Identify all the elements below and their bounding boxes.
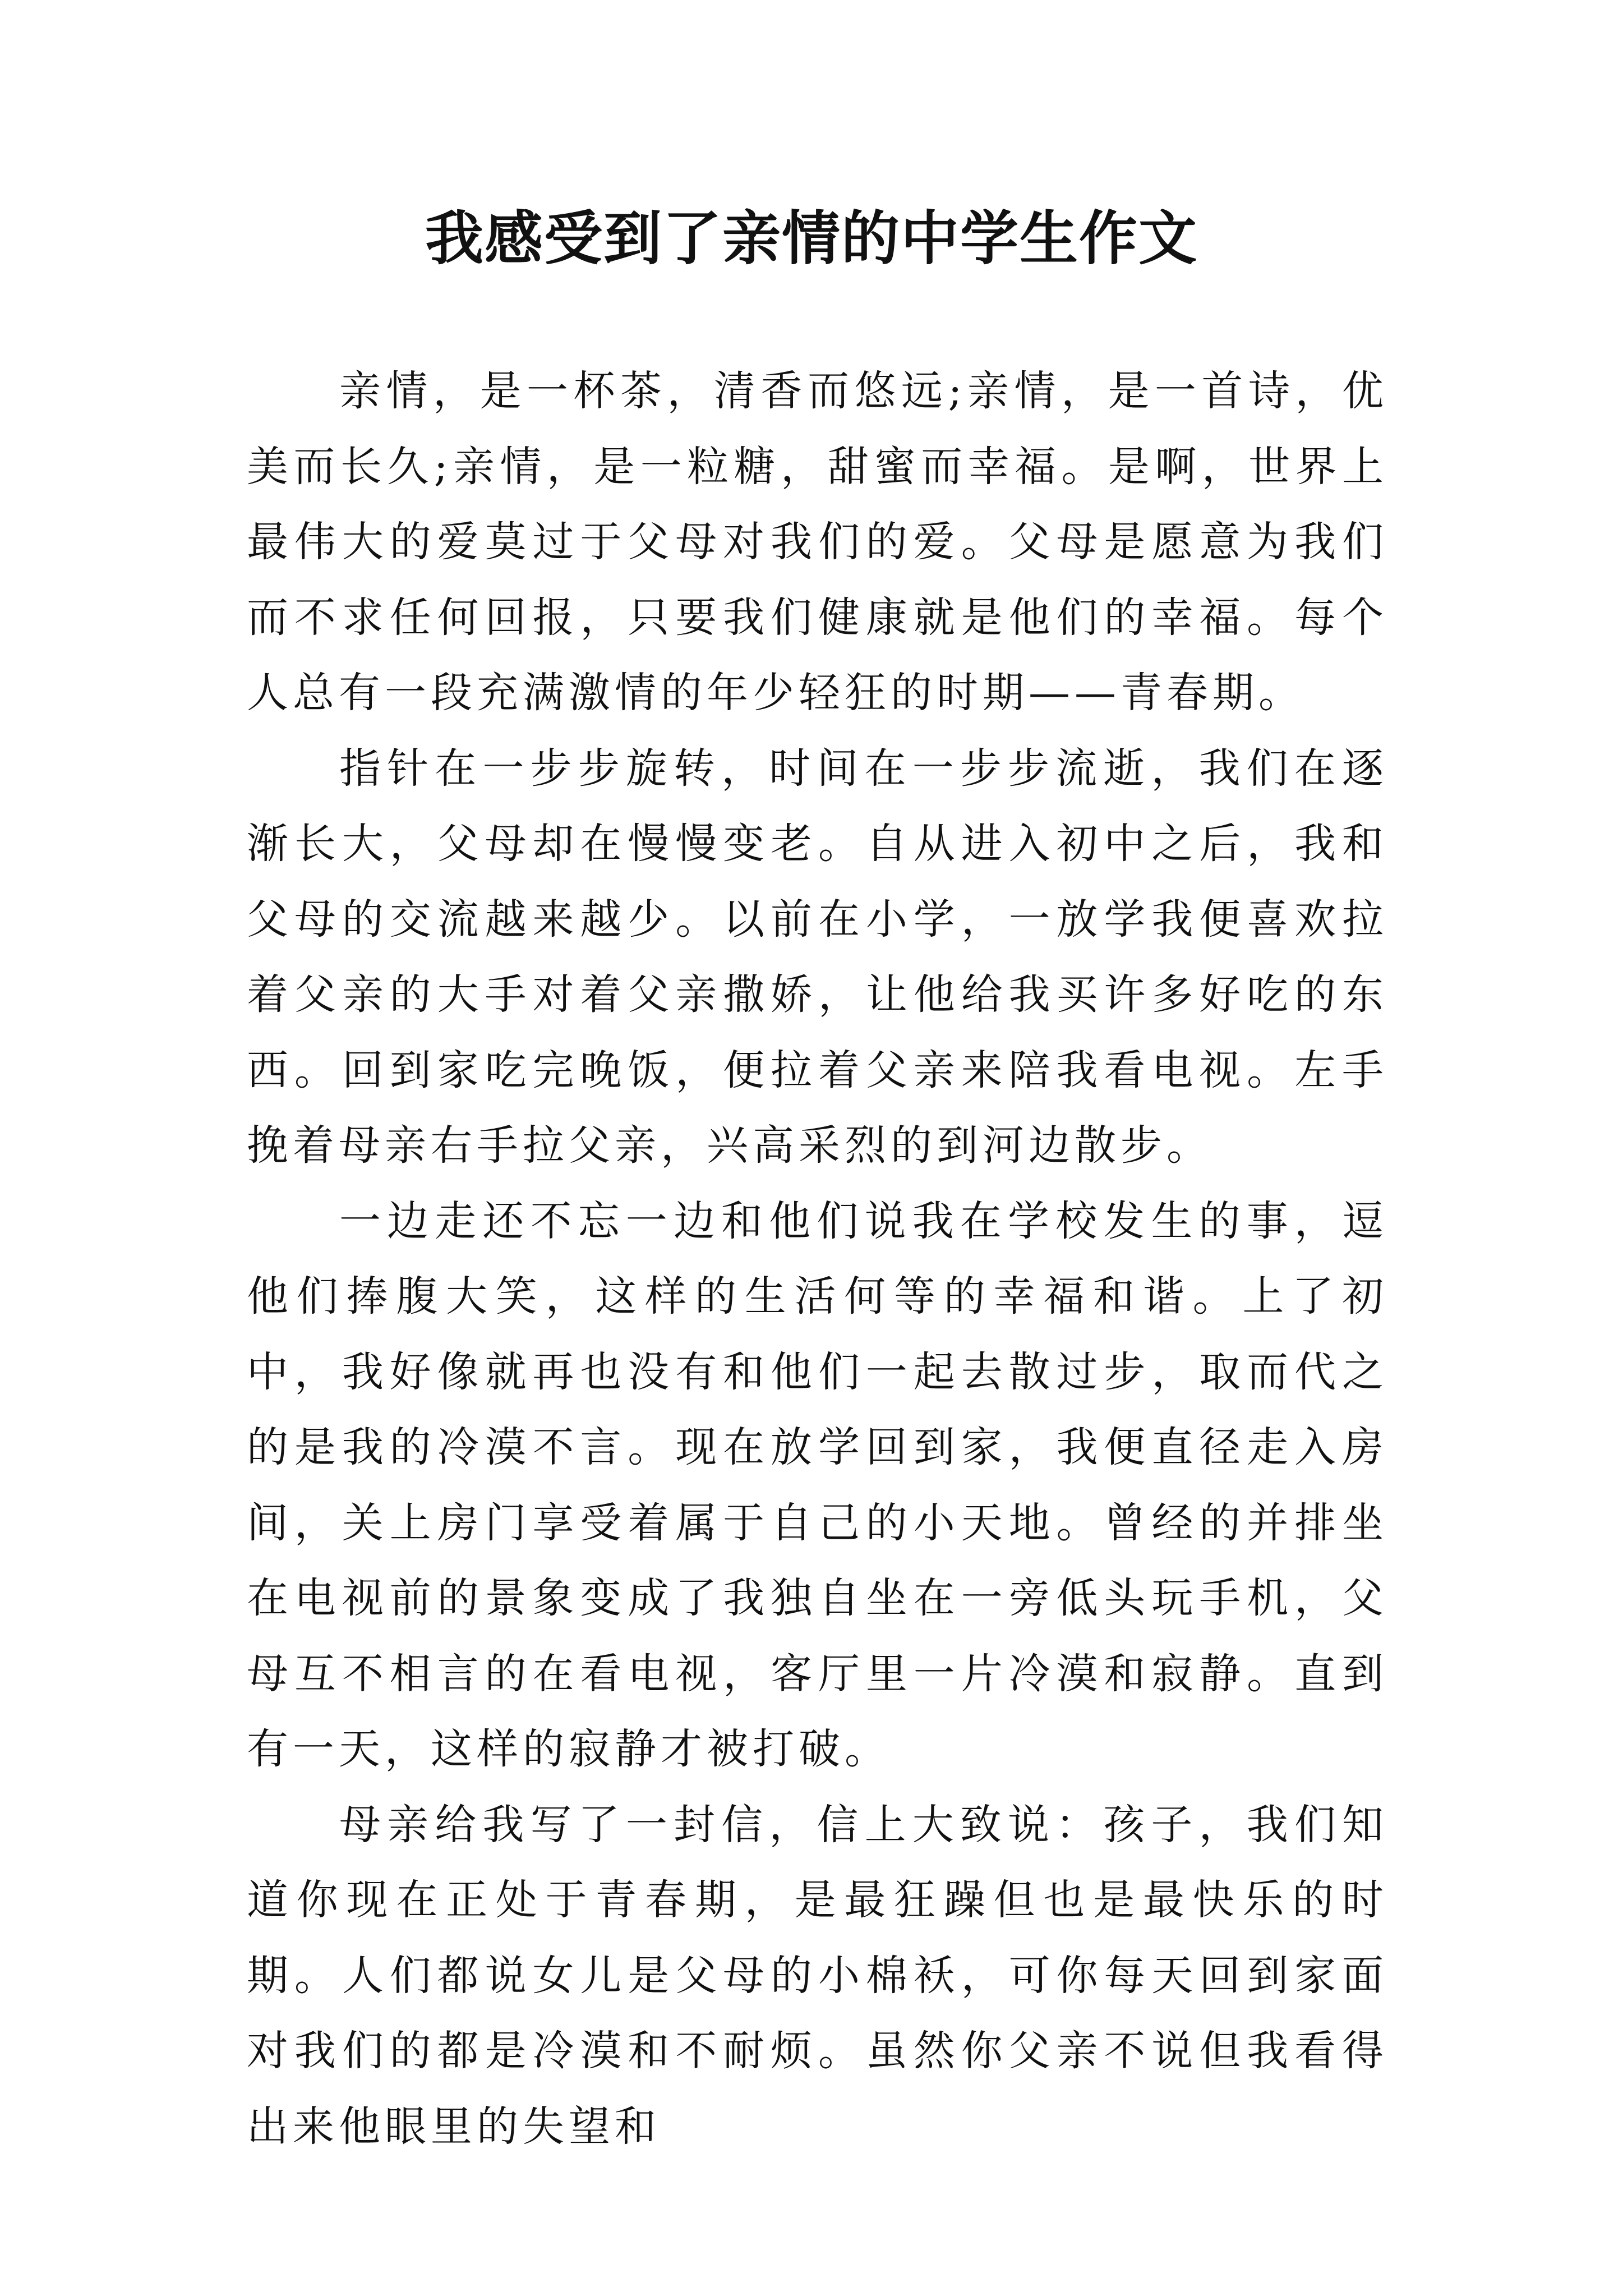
paragraph-3: 一边走还不忘一边和他们说我在学校发生的事，逗他们捧腹大笑，这样的生活何等的幸福和谐。上了初中，我好像就再也没有和他们一起去散过步，取而代之的是我的冷漠不言。现在放学回到家，我便直径走入房间，关上房门享受着属于自己的小天地。曾经的并排坐在电视前的景象变成了我独自坐在一旁低头玩手机，父母互不相言的在看电视，客厅里一片冷漠和寂静。直到有一天，这样的寂静才被打破。 — [247, 1197, 1388, 1773]
document-title: 我感受到了亲情的中学生作文 — [425, 204, 1198, 273]
paragraph-1: 亲情，是一杯茶，清香而悠远;亲情，是一首诗，优美而长久;亲情，是一粒糖，甜蜜而幸福。是啊，世界上最伟大的爱莫过于父母对我们的爱。父母是愿意为我们而不求任何回报，只要我们健康就是他们的幸福。每个人总有一段充满激情的年少轻狂的时期——青春期。 — [247, 367, 1388, 717]
paragraph-4: 母亲给我写了一封信，信上大致说：孩子，我们知道你现在正处于青春期，是最狂躁但也是最快乐的时期。人们都说女儿是父母的小棉袄，可你每天回到家面对我们的都是冷漠和不耐烦。虽然你父亲不说但我看得出来他眼里的失望和 — [247, 1800, 1388, 2151]
paragraph-2: 指针在一步步旋转，时间在一步步流逝，我们在逐渐长大，父母却在慢慢变老。自从进入初中之后，我和父母的交流越来越少。以前在小学，一放学我便喜欢拉着父亲的大手对着父亲撒娇，让他给我买许多好吃的东西。回到家吃完晚饭，便拉着父亲来陪我看电视。左手挽着母亲右手拉父亲，兴高采烈的到河边散步。 — [247, 744, 1388, 1170]
document-body — [247, 353, 1388, 2164]
